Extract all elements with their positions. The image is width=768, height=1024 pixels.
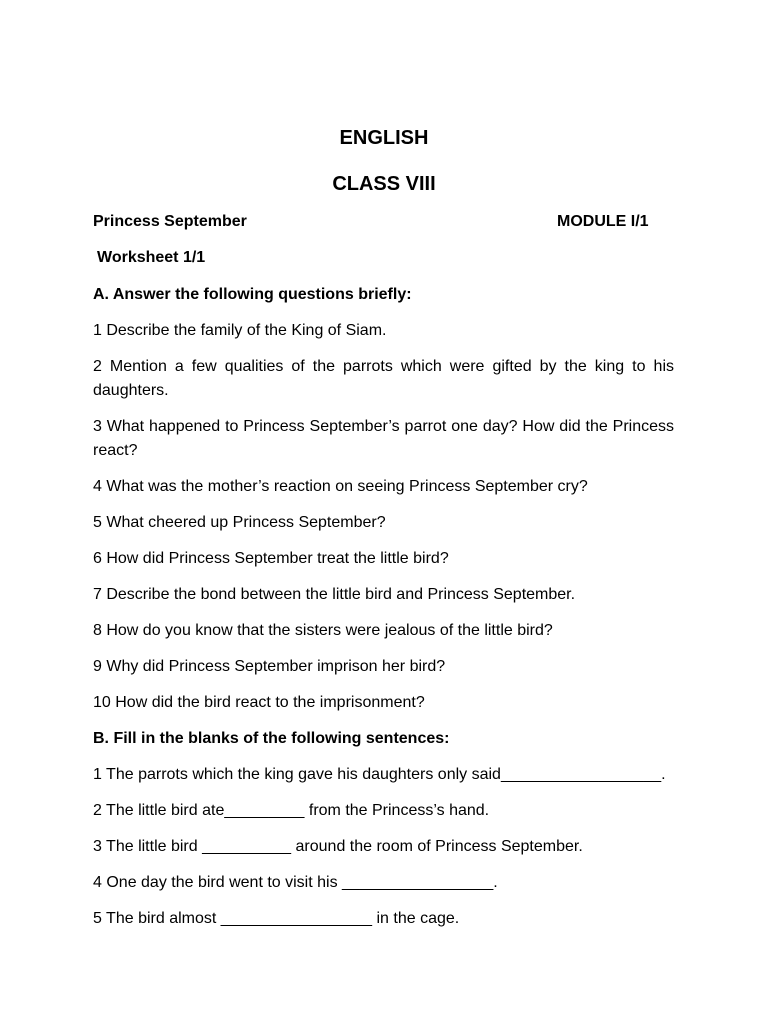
question-item: 4 What was the mother’s reaction on seeing Princess September cry? <box>93 478 588 495</box>
question-item: 1 Describe the family of the King of Siam. <box>93 322 387 339</box>
fill-blank-item: 2 The little bird ate_________ from the Princess’s hand. <box>93 802 490 819</box>
fill-blank-item: 4 One day the bird went to visit his _________________. <box>93 874 498 891</box>
fill-blank-item: 5 The bird almost _________________ in the cage. <box>93 910 460 927</box>
worksheet-label: Worksheet 1/1 <box>97 249 206 266</box>
question-item: 2 Mention a few qualities of the parrots which were gifted by the king to his daughters. <box>93 358 674 399</box>
class-title: CLASS VIII <box>332 173 436 195</box>
question-item: 8 How do you know that the sisters were jealous of the little bird? <box>93 622 553 639</box>
question-item: 9 Why did Princess September imprison her bird? <box>93 658 446 675</box>
fill-blank-item: 3 The little bird __________ around the room of Princess September. <box>93 838 583 855</box>
question-item: 10 How did the bird react to the imprisonment? <box>93 694 425 711</box>
fill-blank-item: 1 The parrots which the king gave his daughters only said__________________. <box>93 766 666 783</box>
subject-title: ENGLISH <box>339 127 429 149</box>
question-item: 5 What cheered up Princess September? <box>93 514 386 531</box>
section-b-heading: B. Fill in the blanks of the following sentences: <box>93 730 450 747</box>
chapter-name: Princess September <box>93 213 247 230</box>
question-item: 6 How did Princess September treat the little bird? <box>93 550 449 567</box>
question-item: 7 Describe the bond between the little bird and Princess September. <box>93 586 576 603</box>
section-a-heading: A. Answer the following questions briefly: <box>93 286 412 303</box>
question-item: 3 What happened to Princess September’s parrot one day? How did the Princess react? <box>93 418 674 459</box>
module-label: MODULE I/1 <box>557 213 649 230</box>
